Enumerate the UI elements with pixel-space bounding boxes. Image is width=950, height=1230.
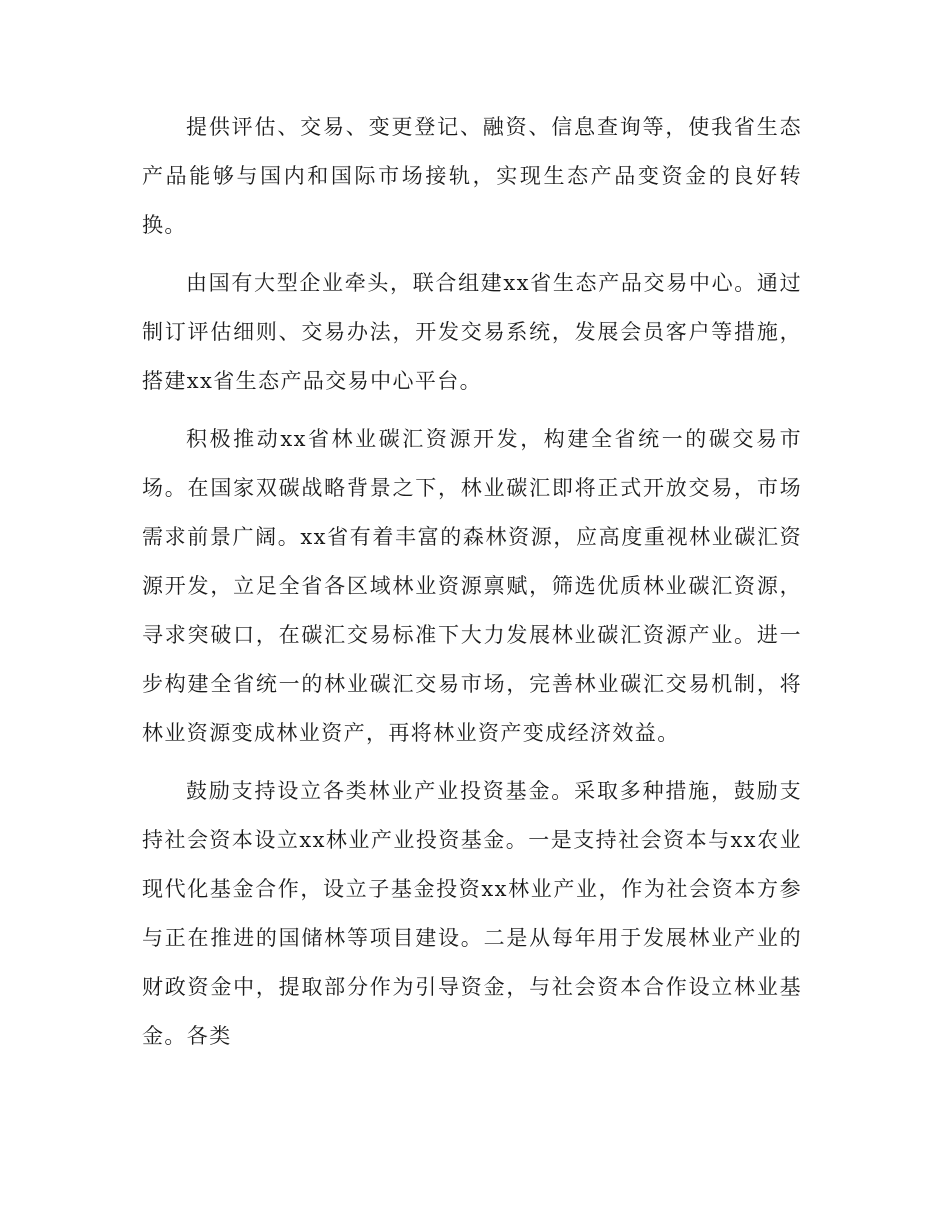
paragraph: 积极推动xx省林业碳汇资源开发，构建全省统一的碳交易市场。在国家双碳战略背景之下，林业碳汇即将正式开放交易，市场需求前景广阔。xx省有着丰富的森林资源，应高度重视林业碳汇资源开发，立足全省各区域林业资源禀赋，筛选优质林业碳汇资源，寻求突破口，在碳汇交易标准下大力发展林业碳汇资源产业。进一步构建全省统一的林业碳汇交易市场，完善林业碳汇交易机制，将林业资源变成林业资产，再将林业资产变成经济效益。 bbox=[142, 427, 802, 745]
document-body bbox=[142, 103, 802, 1070]
paragraph: 由国有大型企业牵头，联合组建xx省生态产品交易中心。通过制订评估细则、交易办法，开发交易系统，发展会员客户等措施，搭建xx省生态产品交易中心平台。 bbox=[142, 271, 802, 393]
paragraph: 提供评估、交易、变更登记、融资、信息查询等，使我省生态产品能够与国内和国际市场接轨，实现生态产品变资金的良好转换。 bbox=[142, 115, 802, 237]
paragraph: 鼓励支持设立各类林业产业投资基金。采取多种措施，鼓励支持社会资本设立xx林业产业投资基金。一是支持社会资本与xx农业现代化基金合作，设立子基金投资xx林业产业，作为社会资本方参与正在推进的国储林等项目建设。二是从每年用于发展林业产业的财政资金中，提取部分作为引导资金，与社会资本合作设立林业基金。各类 bbox=[142, 779, 802, 1048]
